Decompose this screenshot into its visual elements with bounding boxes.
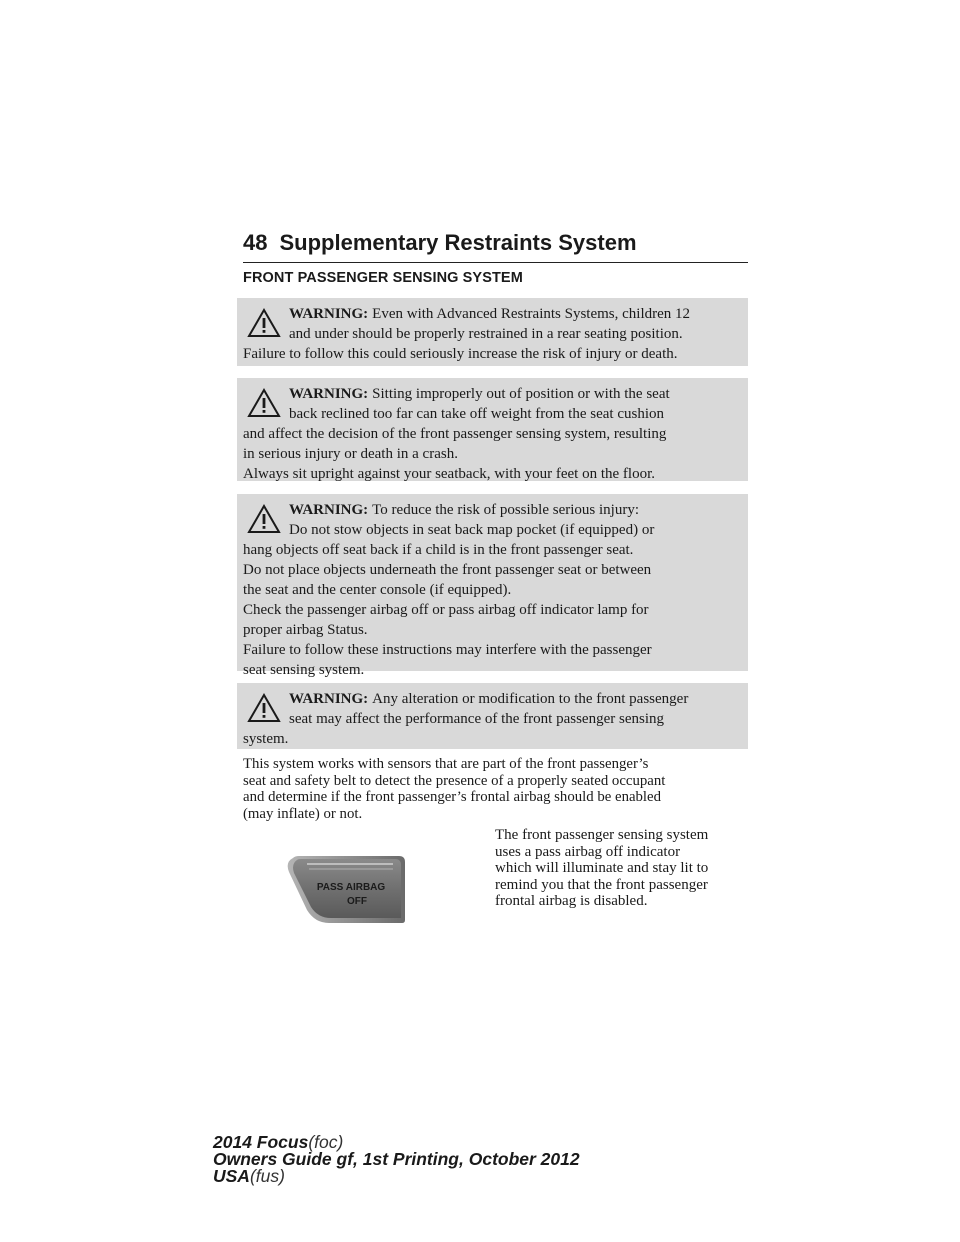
paragraph-line: This system works with sensors that are part of the front passenger’s <box>243 756 649 772</box>
paragraph-line: which will illuminate and stay lit to <box>495 860 709 876</box>
warning-line: proper airbag Status. <box>243 622 368 638</box>
footer-guide: Owners Guide gf, 1st Printing, October 2012 <box>213 1149 580 1169</box>
warning-line <box>243 304 742 324</box>
warning-line: and under should be properly restrained in a rear seating position. <box>289 326 683 342</box>
warning-line <box>243 384 742 404</box>
indicator-label-line1: PASS AIRBAG <box>316 882 386 893</box>
footer-market: USA <box>213 1166 250 1186</box>
warning-line: in serious injury or death in a crash. <box>243 446 458 462</box>
warning-triangle-icon <box>247 504 281 534</box>
warning-line <box>243 689 742 709</box>
warning-line: hang objects off seat back if a child is in the front passenger seat. <box>243 542 634 558</box>
paragraph-line: (may inflate) or not. <box>243 805 363 822</box>
paragraph-line: uses a pass airbag off indicator <box>495 843 681 860</box>
footer-line-3 <box>213 1168 580 1185</box>
warning-line: and affect the decision of the front passenger sensing system, resulting <box>243 426 667 442</box>
warning-line: system. <box>243 731 289 747</box>
warning-label: WARNING: <box>289 386 369 402</box>
warning-line: Do not place objects underneath the front passenger seat or between <box>243 562 652 578</box>
paragraph-line: and determine if the front passenger’s frontal airbag should be enabled <box>243 789 662 805</box>
warning-label: WARNING: <box>289 306 369 322</box>
warning-line: Failure to follow these instructions may interfere with the passenger <box>243 642 652 658</box>
warning-triangle-icon <box>247 693 281 723</box>
footer-model-code: (foc) <box>308 1132 344 1152</box>
warning-line: the seat and the center console (if equipped). <box>243 582 512 598</box>
body-paragraph-1 <box>243 756 753 822</box>
warning-box-4 <box>237 683 748 749</box>
footer-market-code: (fus) <box>249 1166 285 1186</box>
paragraph-line: The front passenger sensing system <box>495 827 709 843</box>
warning-line: seat sensing system. <box>243 662 365 678</box>
document-footer <box>213 1134 580 1185</box>
warning-text: Any alteration or modification to the front passenger <box>372 691 689 707</box>
section-title: FRONT PASSENGER SENSING SYSTEM <box>243 270 523 286</box>
warning-line: Always sit upright against your seatback, with your feet on the floor. <box>243 466 655 482</box>
page-header <box>243 228 748 263</box>
warning-line: Failure to follow this could seriously increase the risk of injury or death. <box>243 346 678 362</box>
indicator-label-line2: OFF <box>347 896 367 907</box>
body-paragraph-2 <box>495 827 755 910</box>
paragraph-line: remind you that the front passenger <box>495 876 708 893</box>
chapter-title: Supplementary Restraints System <box>279 230 637 255</box>
warning-line <box>243 500 742 520</box>
warning-triangle-icon <box>247 308 281 338</box>
warning-label: WARNING: <box>289 691 369 707</box>
footer-model: 2014 Focus <box>213 1132 309 1152</box>
pass-airbag-off-indicator <box>285 850 407 924</box>
warning-label: WARNING: <box>289 502 369 518</box>
warning-line: seat may affect the performance of the front passenger sensing <box>289 711 664 727</box>
warning-box-3 <box>237 494 748 678</box>
warning-box-2 <box>237 378 748 481</box>
warning-text: Even with Advanced Restraints Systems, children 12 <box>372 306 691 322</box>
warning-box-1 <box>237 298 748 366</box>
warning-triangle-icon <box>247 388 281 418</box>
paragraph-line: seat and safety belt to detect the presence of a properly seated occupant <box>243 772 666 789</box>
warning-text: Sitting improperly out of position or with the seat <box>372 386 670 402</box>
paragraph-line: frontal airbag is disabled. <box>495 893 648 909</box>
page-number: 48 <box>243 230 268 255</box>
warning-text: To reduce the risk of possible serious injury: <box>372 502 639 518</box>
warning-line: back reclined too far can take off weight from the seat cushion <box>289 406 664 422</box>
warning-line: Do not stow objects in seat back map pocket (if equipped) or <box>289 522 655 538</box>
warning-line: Check the passenger airbag off or pass airbag off indicator lamp for <box>243 602 649 618</box>
